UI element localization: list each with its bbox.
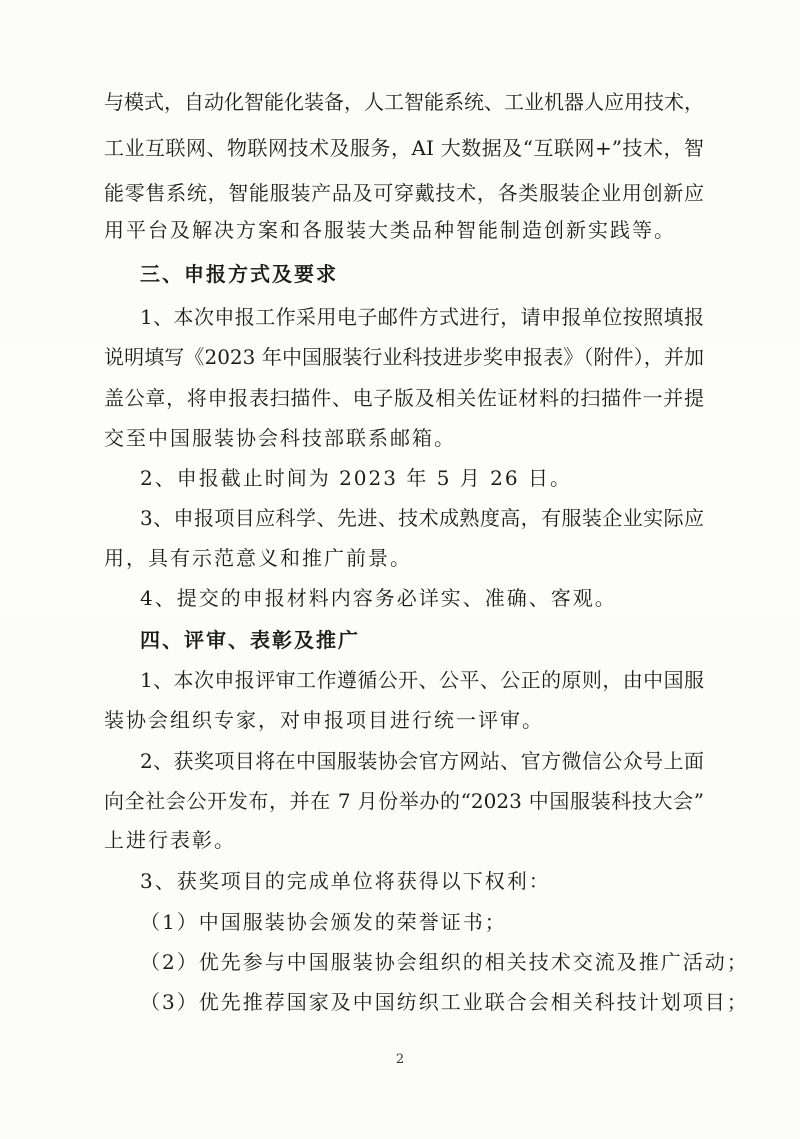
paragraph-line: 用，具有示范意义和推广前景。 (104, 546, 412, 570)
paragraph-line: 与模式，自动化智能化装备，人工智能系统、工业机器人应用技术， (104, 90, 704, 114)
paragraph-line: 2、申报截止时间为 2023 年 5 月 26 日。 (140, 466, 572, 490)
page-number: 2 (395, 1052, 405, 1067)
paragraph-line: 2、获奖项目将在中国服装协会官方网站、官方微信公众号上面 (140, 749, 704, 773)
paragraph-line: 3、申报项目应科学、先进、技术成熟度高，有服装企业实际应 (140, 506, 704, 530)
paragraph-line: 上进行表彰。 (104, 828, 236, 852)
paragraph-line: 说明填写《2023 年中国服装行业科技进步奖申报表》（附件），并加 (104, 345, 704, 369)
paragraph-line: 1、本次申报工作采用电子邮件方式进行，请申报单位按照填报 (140, 305, 704, 329)
paragraph-line: 工业互联网、物联网技术及服务，AI 大数据及“互联网+”技术，智 (104, 136, 704, 160)
section-heading: 三、申报方式及要求 (140, 262, 338, 286)
paragraph-line: 装协会组织专家，对申报项目进行统一评审。 (104, 708, 544, 732)
paragraph-line: 盖公章，将申报表扫描件、电子版及相关佐证材料的扫描件一并提 (104, 386, 704, 410)
paragraph-line: 用平台及解决方案和各服装大类品种智能制造创新实践等。 (104, 218, 676, 242)
list-item: （2）优先参与中国服装协会组织的相关技术交流及推广活动； (140, 950, 749, 974)
section-heading: 四、评审、表彰及推广 (140, 628, 360, 652)
list-item: （3）优先推荐国家及中国纺织工业联合会相关科技计划项目； (140, 990, 749, 1014)
paragraph-line: 4、提交的申报材料内容务必详实、准确、客观。 (140, 586, 617, 610)
paragraph-line: 交至中国服装协会科技部联系邮箱。 (104, 426, 456, 450)
list-item: （1）中国服装协会颁发的荣誉证书； (140, 910, 507, 934)
paragraph-line: 向全社会公开发布，并在 7 月份举办的“2023 中国服装科技大会” (104, 789, 704, 813)
paragraph-line: 3、获奖项目的完成单位将获得以下权利： (140, 869, 551, 893)
paragraph-line: 1、本次申报评审工作遵循公开、公平、公正的原则，由中国服 (140, 668, 704, 692)
paragraph-line: 能零售系统，智能服装产品及可穿戴技术，各类服装企业用创新应 (104, 181, 704, 205)
